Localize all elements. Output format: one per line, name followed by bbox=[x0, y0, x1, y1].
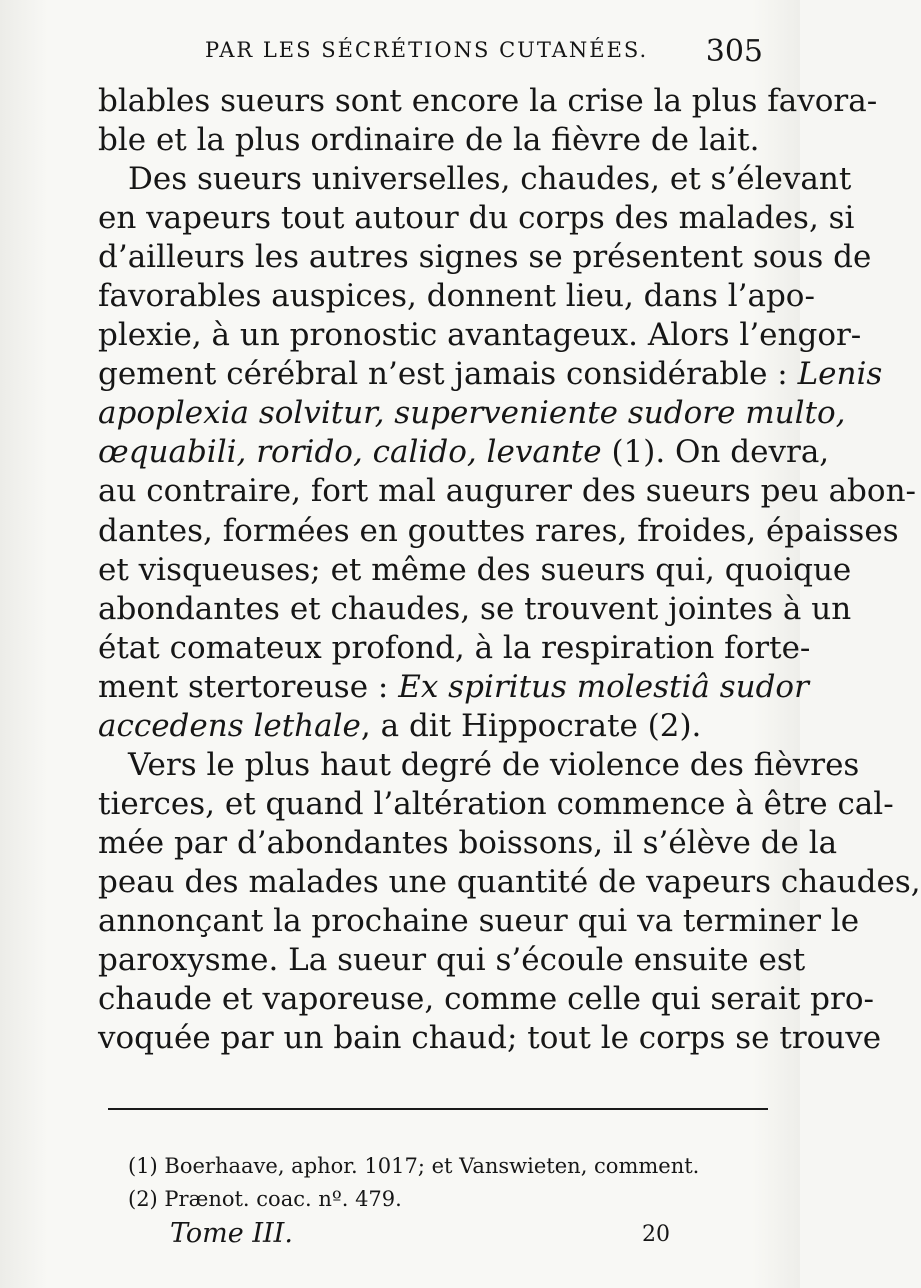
text-line: annonçant la prochaine sueur qui va terminer le bbox=[98, 902, 860, 939]
text-line: Des sueurs universelles, chaudes, et s’élevant bbox=[128, 161, 852, 198]
text-line: en vapeurs tout autour du corps des malades, si bbox=[98, 200, 855, 237]
running-title: PAR LES SÉCRÉTIONS CUTANÉES. bbox=[205, 38, 649, 62]
italic-phrase: apoplexia solvitur, superveniente sudore multo, bbox=[98, 395, 846, 432]
italic-phrase: Ex spiritus molestiâ sudor bbox=[398, 668, 809, 705]
text-line: ment stertoreuse : Ex spiritus molestiâ sudor bbox=[98, 668, 809, 705]
text-line: voquée par un bain chaud; tout le corps se trouve bbox=[98, 1020, 882, 1057]
text-line: Vers le plus haut degré de violence des fièvres bbox=[128, 746, 860, 783]
italic-phrase: œquabili, rorido, calido, levante bbox=[98, 434, 612, 471]
text-line: ble et la plus ordinaire de la fièvre de lait. bbox=[98, 122, 760, 159]
text-line: abondantes et chaudes, se trouvent jointes à un bbox=[98, 590, 852, 627]
text-line: tierces, et quand l’altération commence à être cal- bbox=[98, 785, 894, 822]
text-line bbox=[98, 394, 846, 433]
text-line: favorables auspices, donnent lieu, dans l’apo- bbox=[98, 278, 815, 315]
footnote-2: (2) Prænot. coac. nº. 479. bbox=[128, 1187, 402, 1211]
text-line: blables sueurs sont encore la crise la plus favora- bbox=[98, 83, 878, 119]
text-line: plexie, à un pronostic avantageux. Alors l’engor- bbox=[98, 317, 862, 354]
text-line: état comateux profond, à la respiration forte- bbox=[98, 629, 811, 666]
text-line: paroxysme. La sueur qui s’écoule ensuite est bbox=[98, 942, 806, 979]
body-text bbox=[98, 82, 921, 1058]
text-line: d’ailleurs les autres signes se présentent sous de bbox=[98, 239, 872, 276]
signature-line bbox=[170, 1218, 670, 1258]
text-line: peau des malades une quantité de vapeurs chaudes, bbox=[98, 863, 921, 900]
text-line: gement cérébral n’est jamais considérable : Lenis bbox=[98, 356, 883, 393]
text-line: dantes, formées en gouttes rares, froides, épaisses bbox=[98, 512, 899, 549]
text-line: mée par d’abondantes boissons, il s’élève de la bbox=[98, 824, 838, 861]
footnotes bbox=[128, 1150, 768, 1216]
volume-signature: Tome III. bbox=[170, 1218, 293, 1249]
text-line: œquabili, rorido, calido, levante (1). On devra, bbox=[98, 434, 830, 471]
signature-mark: 20 bbox=[642, 1222, 670, 1247]
text-line: au contraire, fort mal augurer des sueurs peu abon- bbox=[98, 473, 917, 510]
text-line: accedens lethale, a dit Hippocrate (2). bbox=[98, 707, 702, 744]
text-line: et visqueuses; et même des sueurs qui, quoique bbox=[98, 551, 852, 588]
page-number: 305 bbox=[705, 34, 763, 69]
italic-phrase: accedens lethale bbox=[98, 707, 361, 744]
footnote-rule bbox=[108, 1108, 768, 1110]
footnote-1: (1) Boerhaave, aphor. 1017; et Vanswieten, comment. bbox=[128, 1154, 700, 1178]
italic-phrase: Lenis bbox=[797, 356, 883, 393]
running-head bbox=[205, 34, 765, 74]
text-line: chaude et vaporeuse, comme celle qui serait pro- bbox=[98, 981, 874, 1018]
